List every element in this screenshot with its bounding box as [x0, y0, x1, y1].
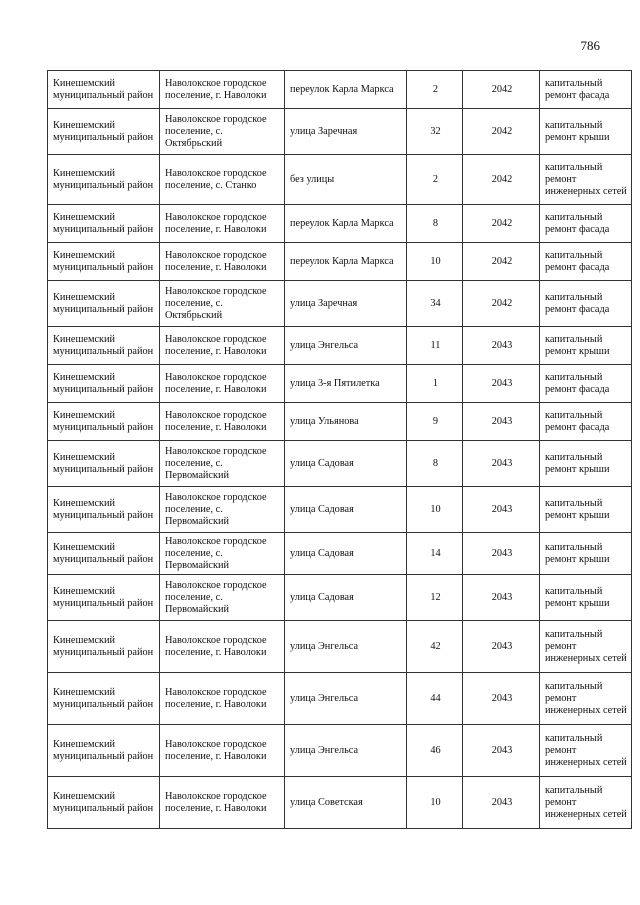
repair-schedule-table	[47, 70, 632, 829]
year-cell: 2043	[463, 327, 540, 365]
district-cell: Кинешемский муниципальный район	[48, 243, 160, 281]
house-number-cell: 14	[407, 533, 463, 575]
settlement-cell: Наволокское городское поселение, с. Станко	[160, 155, 285, 205]
work-type-cell: капитальный ремонт инженерных сетей	[540, 777, 632, 829]
table-row	[48, 725, 632, 777]
district-cell: Кинешемский муниципальный район	[48, 205, 160, 243]
table-row	[48, 71, 632, 109]
table-row	[48, 109, 632, 155]
year-cell: 2042	[463, 109, 540, 155]
work-type-cell: капитальный ремонт фасада	[540, 365, 632, 403]
settlement-cell: Наволокское городское поселение, с. Первомайский	[160, 533, 285, 575]
settlement-cell: Наволокское городское поселение, с. Первомайский	[160, 575, 285, 621]
table-row	[48, 575, 632, 621]
year-cell: 2042	[463, 71, 540, 109]
street-cell: улица Садовая	[285, 533, 407, 575]
settlement-cell: Наволокское городское поселение, г. Наволоки	[160, 673, 285, 725]
settlement-cell: Наволокское городское поселение, г. Наволоки	[160, 777, 285, 829]
table-row	[48, 155, 632, 205]
house-number-cell: 32	[407, 109, 463, 155]
street-cell: улица Энгельса	[285, 621, 407, 673]
street-cell: без улицы	[285, 155, 407, 205]
street-cell: улица Энгельса	[285, 327, 407, 365]
district-cell: Кинешемский муниципальный район	[48, 327, 160, 365]
settlement-cell: Наволокское городское поселение, г. Наволоки	[160, 365, 285, 403]
settlement-cell: Наволокское городское поселение, г. Наволоки	[160, 621, 285, 673]
house-number-cell: 34	[407, 281, 463, 327]
table-row	[48, 441, 632, 487]
settlement-cell: Наволокское городское поселение, г. Наволоки	[160, 403, 285, 441]
district-cell: Кинешемский муниципальный район	[48, 621, 160, 673]
year-cell: 2043	[463, 777, 540, 829]
settlement-cell: Наволокское городское поселение, с. Октябрьский	[160, 109, 285, 155]
year-cell: 2043	[463, 533, 540, 575]
street-cell: переулок Карла Маркса	[285, 205, 407, 243]
district-cell: Кинешемский муниципальный район	[48, 441, 160, 487]
house-number-cell: 1	[407, 365, 463, 403]
table-row	[48, 403, 632, 441]
district-cell: Кинешемский муниципальный район	[48, 71, 160, 109]
house-number-cell: 2	[407, 155, 463, 205]
house-number-cell: 10	[407, 487, 463, 533]
work-type-cell: капитальный ремонт крыши	[540, 575, 632, 621]
work-type-cell: капитальный ремонт крыши	[540, 487, 632, 533]
year-cell: 2042	[463, 281, 540, 327]
work-type-cell: капитальный ремонт крыши	[540, 533, 632, 575]
page-number: 786	[580, 38, 600, 53]
settlement-cell: Наволокское городское поселение, с. Октябрьский	[160, 281, 285, 327]
work-type-cell: капитальный ремонт фасада	[540, 243, 632, 281]
table-row	[48, 673, 632, 725]
house-number-cell: 46	[407, 725, 463, 777]
work-type-cell: капитальный ремонт фасада	[540, 71, 632, 109]
district-cell: Кинешемский муниципальный район	[48, 575, 160, 621]
house-number-cell: 44	[407, 673, 463, 725]
table-row	[48, 327, 632, 365]
house-number-cell: 2	[407, 71, 463, 109]
street-cell: улица Садовая	[285, 487, 407, 533]
work-type-cell: капитальный ремонт инженерных сетей	[540, 155, 632, 205]
table-row	[48, 777, 632, 829]
district-cell: Кинешемский муниципальный район	[48, 365, 160, 403]
work-type-cell: капитальный ремонт фасада	[540, 205, 632, 243]
table-row	[48, 487, 632, 533]
year-cell: 2043	[463, 403, 540, 441]
year-cell: 2043	[463, 673, 540, 725]
work-type-cell: капитальный ремонт крыши	[540, 327, 632, 365]
year-cell: 2042	[463, 243, 540, 281]
street-cell: улица Советская	[285, 777, 407, 829]
house-number-cell: 42	[407, 621, 463, 673]
street-cell: улица Заречная	[285, 281, 407, 327]
table-row	[48, 621, 632, 673]
house-number-cell: 12	[407, 575, 463, 621]
work-type-cell: капитальный ремонт крыши	[540, 109, 632, 155]
settlement-cell: Наволокское городское поселение, г. Наволоки	[160, 205, 285, 243]
work-type-cell: капитальный ремонт крыши	[540, 441, 632, 487]
settlement-cell: Наволокское городское поселение, г. Наволоки	[160, 327, 285, 365]
house-number-cell: 10	[407, 777, 463, 829]
house-number-cell: 11	[407, 327, 463, 365]
district-cell: Кинешемский муниципальный район	[48, 109, 160, 155]
house-number-cell: 8	[407, 441, 463, 487]
street-cell: улица Энгельса	[285, 673, 407, 725]
district-cell: Кинешемский муниципальный район	[48, 487, 160, 533]
street-cell: улица Садовая	[285, 441, 407, 487]
settlement-cell: Наволокское городское поселение, с. Первомайский	[160, 487, 285, 533]
table-row	[48, 205, 632, 243]
street-cell: улица Садовая	[285, 575, 407, 621]
district-cell: Кинешемский муниципальный район	[48, 673, 160, 725]
street-cell: улица Ульянова	[285, 403, 407, 441]
work-type-cell: капитальный ремонт инженерных сетей	[540, 621, 632, 673]
year-cell: 2042	[463, 155, 540, 205]
district-cell: Кинешемский муниципальный район	[48, 533, 160, 575]
district-cell: Кинешемский муниципальный район	[48, 725, 160, 777]
table-row	[48, 365, 632, 403]
table-row	[48, 533, 632, 575]
year-cell: 2043	[463, 575, 540, 621]
district-cell: Кинешемский муниципальный район	[48, 777, 160, 829]
year-cell: 2043	[463, 725, 540, 777]
year-cell: 2043	[463, 621, 540, 673]
street-cell: улица Энгельса	[285, 725, 407, 777]
work-type-cell: капитальный ремонт фасада	[540, 403, 632, 441]
table-row	[48, 281, 632, 327]
year-cell: 2043	[463, 365, 540, 403]
street-cell: переулок Карла Маркса	[285, 243, 407, 281]
year-cell: 2043	[463, 487, 540, 533]
street-cell: улица Заречная	[285, 109, 407, 155]
settlement-cell: Наволокское городское поселение, с. Первомайский	[160, 441, 285, 487]
street-cell: улица 3-я Пятилетка	[285, 365, 407, 403]
district-cell: Кинешемский муниципальный район	[48, 155, 160, 205]
settlement-cell: Наволокское городское поселение, г. Наволоки	[160, 71, 285, 109]
district-cell: Кинешемский муниципальный район	[48, 281, 160, 327]
house-number-cell: 10	[407, 243, 463, 281]
work-type-cell: капитальный ремонт инженерных сетей	[540, 673, 632, 725]
table-body	[48, 71, 632, 829]
year-cell: 2043	[463, 441, 540, 487]
settlement-cell: Наволокское городское поселение, г. Наволоки	[160, 725, 285, 777]
work-type-cell: капитальный ремонт инженерных сетей	[540, 725, 632, 777]
district-cell: Кинешемский муниципальный район	[48, 403, 160, 441]
year-cell: 2042	[463, 205, 540, 243]
house-number-cell: 8	[407, 205, 463, 243]
street-cell: переулок Карла Маркса	[285, 71, 407, 109]
table-row	[48, 243, 632, 281]
settlement-cell: Наволокское городское поселение, г. Наволоки	[160, 243, 285, 281]
work-type-cell: капитальный ремонт фасада	[540, 281, 632, 327]
house-number-cell: 9	[407, 403, 463, 441]
